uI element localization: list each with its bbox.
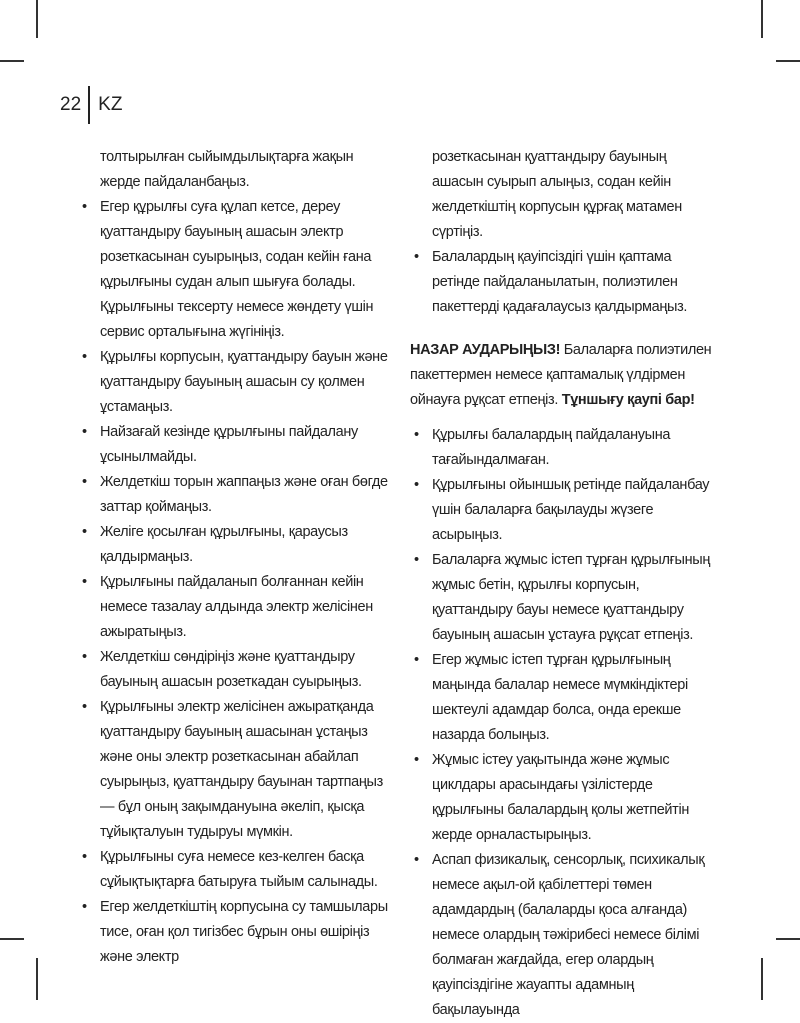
bullet: • (82, 849, 87, 865)
crop-mark (0, 938, 24, 940)
bullet: • (414, 477, 419, 493)
page-header (60, 86, 122, 124)
list-item: • Егер жұмыс істеп тұрған құрылғының маңында балалар немесе мүмкіндіктері шектеулі адамдар болса, онда ерекше назарда болыңыз. (410, 648, 720, 748)
list-item: • Құрылғыны пайдаланып болғаннан кейін немесе тазалау алдында электр желісінен ажыратыңыз. (78, 570, 388, 645)
bullet: • (82, 649, 87, 665)
list-item: • Құрылғыны ойыншық ретінде пайдаланбау үшін балаларға бақылауды жүзеге асырыңыз. (410, 473, 720, 548)
list-item: • Аспап физикалық, сенсорлық, психикалық немесе ақыл-ой қабілеттері төмен адамдардың (балаларды қоса алғанда) немесе олардың тәжірибесі немесе білімі болмаған жағдайда, егер олардың қауіпсіздігіне жауапты адамның бақылауында (410, 848, 720, 1023)
safety-list (78, 195, 388, 970)
bullet: • (82, 699, 87, 715)
list-item: • Құрылғыны электр желісінен ажыратқанда қуаттандыру бауының ашасынан ұстаңыз және оны электр розеткасынан абайлап суырыңыз, қуаттандыру бауынан тартпаңыз — бұл оның зақымдануына әкеліп, қысқа тұйықталуын тудыруы мүмкін. (78, 695, 388, 845)
notice-heading: НАЗАР АУДАРЫҢЫЗ! (410, 342, 561, 358)
crop-mark (36, 958, 38, 1000)
list-item: • Құрылғыны суға немесе кез-келген басқа сұйықтықтарға батыруға тыйым салынады. (78, 845, 388, 895)
bullet: • (414, 652, 419, 668)
crop-mark (0, 60, 24, 62)
child-safety-list (410, 423, 720, 1023)
list-item: • Найзағай кезінде құрылғыны пайдалану ұсынылмайды. (78, 420, 388, 470)
bullet: • (82, 199, 87, 215)
bullet: • (82, 424, 87, 440)
bullet: • (82, 524, 87, 540)
left-column (78, 145, 388, 970)
bullet: • (414, 852, 419, 868)
crop-mark (761, 958, 763, 1000)
crop-mark (776, 938, 800, 940)
right-column (410, 145, 720, 1023)
list-item: • Құрылғы балалардың пайдалануына тағайындалмаған. (410, 423, 720, 473)
notice-warning: Тұншығу қаупі бар! (561, 392, 695, 408)
bullet: • (82, 474, 87, 490)
bullet: • (414, 552, 419, 568)
list-item: • Жұмыс істеу уақытында және жұмыс циклдары арасындағы үзілістерде құрылғыны балалардың қолы жетпейтін жерде орналастырыңыз. (410, 748, 720, 848)
continued-text: розеткасынан қуаттандыру бауының ашасын суырып алыңыз, содан кейін желдеткіштің корпусын құрғақ матамен сүртіңіз. (432, 149, 682, 240)
list-item: • Балалардың қауіпсіздігі үшін қаптама ретінде пайдаланылатын, полиэтилен пакеттерді қадағалаусыз қалдырмаңыз. (410, 245, 720, 320)
bullet: • (414, 249, 419, 265)
language-code: KZ (98, 94, 123, 115)
list-item: • Егер құрылғы суға құлап кетсе, дереу қуаттандыру бауының ашасын электр розеткасынан суырыңыз, содан кейін ғана құрылғыны судан алып шығуға болады. Құрылғыны тексерту немесе жөндету үшін сервис орталығына жүгініңіз. (78, 195, 388, 345)
page-number: 22 (60, 94, 82, 115)
bullet: • (82, 574, 87, 590)
list-item: • Егер желдеткіштің корпусына су тамшылары тисе, оған қол тигізбес бұрын оны өшіріңіз және электр (78, 895, 388, 970)
list-item: • Балаларға жұмыс істеп тұрған құрылғының жұмыс бетін, құрылғы корпусын, қуаттандыру бауы немесе қуаттандыру бауының ашасын ұстауға рұқсат етпеңіз. (410, 548, 720, 648)
list-item: • Желіге қосылған құрылғыны, қараусыз қалдырмаңыз. (78, 520, 388, 570)
list-item: • Желдеткіш торын жаппаңыз және оған бөгде заттар қоймаңыз. (78, 470, 388, 520)
list-item: • Құрылғы корпусын, қуаттандыру бауын және қуаттандыру бауының ашасын су қолмен ұстамаңыз. (78, 345, 388, 420)
bullet: • (414, 427, 419, 443)
bullet: • (82, 899, 87, 915)
bullet: • (82, 349, 87, 365)
notice-text: Балаларға полиэтилен пакеттермен немесе қаптамалық үлдірмен ойнауға рұқсат етпеңіз. (410, 342, 712, 408)
crop-mark (761, 0, 763, 38)
notice-paragraph (410, 338, 720, 413)
bullet: • (414, 752, 419, 768)
crop-mark (776, 60, 800, 62)
list-item: • Желдеткіш сөндіріңіз және қуаттандыру бауының ашасын розеткадан суырыңыз. (78, 645, 388, 695)
continued-text: толтырылған сыйымдылықтарға жақын жерде пайдаланбаңыз. (100, 149, 354, 190)
crop-mark (36, 0, 38, 38)
safety-list (410, 245, 720, 320)
header-divider (88, 86, 90, 124)
